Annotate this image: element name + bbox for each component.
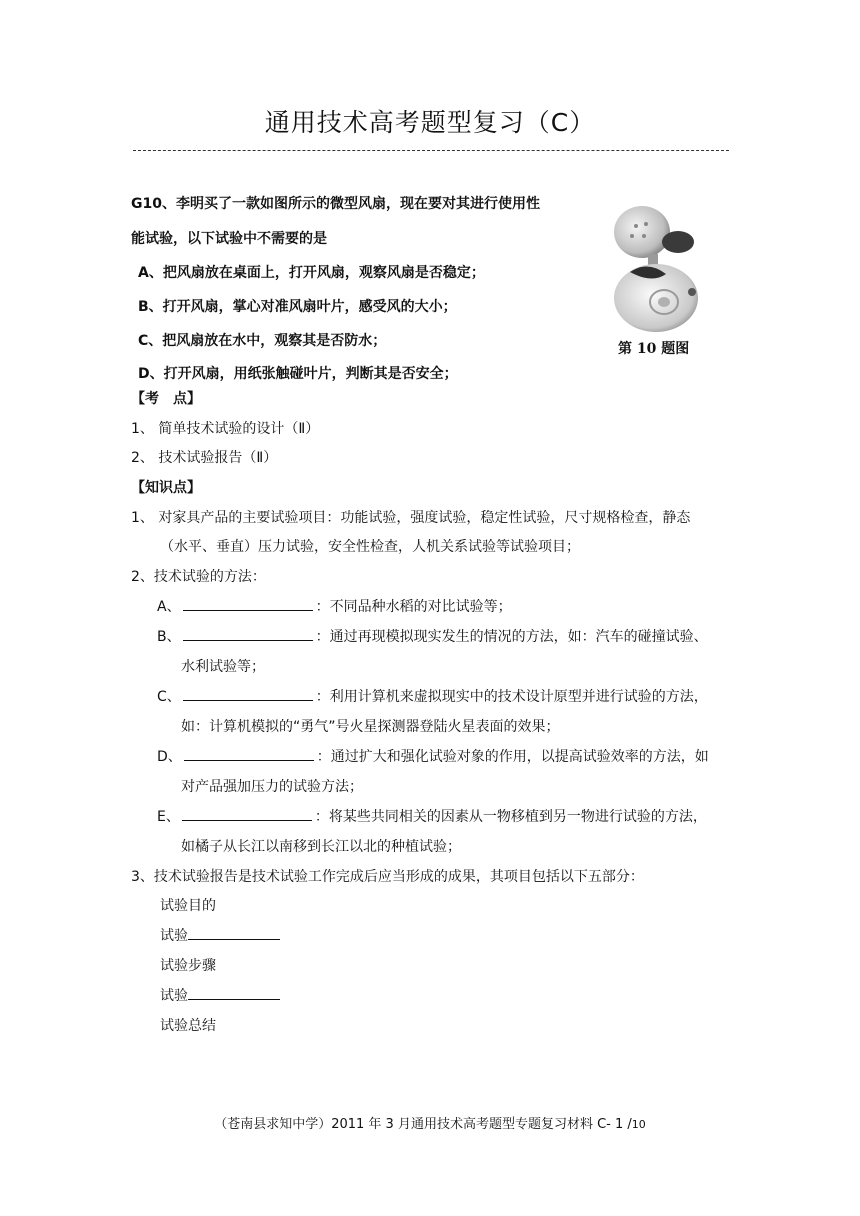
kaodian-heading: 【考 点】 — [131, 391, 201, 407]
method-c — [157, 686, 708, 706]
page-title: 通用技术高考题型复习（C） — [264, 108, 596, 137]
method-text: ：通过扩大和强化试验对象的作用，以提高试验效率的方法，如 — [316, 749, 709, 765]
page-footer — [0, 1113, 860, 1132]
question-line-2: 能试验，以下试验中不需要的是 — [131, 231, 327, 247]
method-text: ：将某些共同相关的因素从一物移植到另一物进行试验的方法， — [314, 809, 707, 825]
option-b: B、打开风扇，掌心对准风扇叶片，感受风的大小； — [138, 299, 457, 315]
method-letter: D、 — [157, 749, 182, 765]
fill-in-blank — [188, 985, 280, 1000]
report-item-purpose: 试验目的 — [160, 898, 216, 914]
method-b — [157, 626, 708, 646]
knowledge-point-2: 2、技术试验的方法： — [131, 569, 266, 585]
footer-page-total: 10 — [631, 1118, 646, 1131]
method-letter: E、 — [157, 809, 180, 825]
fill-in-blank — [183, 626, 313, 641]
report-item-label: 试验 — [160, 988, 188, 1004]
method-letter: A、 — [157, 599, 181, 615]
method-e — [157, 806, 707, 826]
report-item-label: 试验 — [160, 928, 188, 944]
report-item-2 — [160, 925, 283, 945]
option-a: A、把风扇放在桌面上，打开风扇，观察风扇是否稳定； — [138, 265, 485, 281]
option-c: C、把风扇放在水中，观察其是否防水； — [138, 333, 387, 349]
option-d: D、打开风扇，用纸张触碰叶片，判断其是否安全； — [138, 366, 458, 382]
figure-caption: 第 10 题图 — [618, 341, 690, 357]
method-c-continued: 如：计算机模拟的“勇气”号火星探测器登陆火星表面的效果； — [181, 719, 560, 735]
kaodian-item-1: 1、 简单技术试验的设计（Ⅱ） — [131, 421, 320, 437]
report-item-steps: 试验步骤 — [160, 958, 216, 974]
fill-in-blank — [183, 686, 313, 701]
method-letter: B、 — [157, 629, 181, 645]
method-d-continued: 对产品强加压力的试验方法； — [181, 779, 363, 795]
method-d — [157, 746, 709, 766]
method-text: ：不同品种水稻的对比试验等； — [315, 599, 512, 615]
method-e-continued: 如橘子从长江以南移到长江以北的种植试验； — [181, 839, 461, 855]
report-item-4 — [160, 985, 283, 1005]
method-b-continued: 水利试验等； — [181, 659, 265, 675]
method-text: ：通过再现模拟现实发生的情况的方法，如：汽车的碰撞试验、 — [315, 629, 708, 645]
question-line-1: G10、李明买了一款如图所示的微型风扇，现在要对其进行使用性 — [131, 196, 540, 212]
method-a — [157, 596, 512, 616]
fan-figure-image — [608, 202, 708, 360]
report-item-summary: 试验总结 — [160, 1018, 216, 1034]
zhishidian-heading: 【知识点】 — [131, 480, 201, 496]
method-text: ：利用计算机来虚拟现实中的技术设计原型并进行试验的方法， — [315, 689, 708, 705]
fill-in-blank — [188, 925, 280, 940]
title-divider — [133, 150, 729, 151]
fill-in-blank — [183, 596, 313, 611]
fill-in-blank — [182, 806, 312, 821]
method-letter: C、 — [157, 689, 181, 705]
kaodian-item-2: 2、 技术试验报告（Ⅱ） — [131, 450, 278, 466]
knowledge-point-1-line-1: 1、 对家具产品的主要试验项目：功能试验，强度试验，稳定性试验，尺寸规格检查，静态 — [131, 510, 691, 526]
fill-in-blank — [184, 746, 314, 761]
footer-text: （苍南县求知中学）2011 年 3 月通用技术高考题型专题复习材料 C- 1 / — [214, 1117, 632, 1132]
knowledge-point-1-line-2: （水平、垂直）压力试验，安全性检查，人机关系试验等试验项目； — [160, 539, 580, 555]
knowledge-point-3: 3、技术试验报告是技术试验工作完成后应当形成的成果，其项目包括以下五部分： — [131, 869, 644, 885]
